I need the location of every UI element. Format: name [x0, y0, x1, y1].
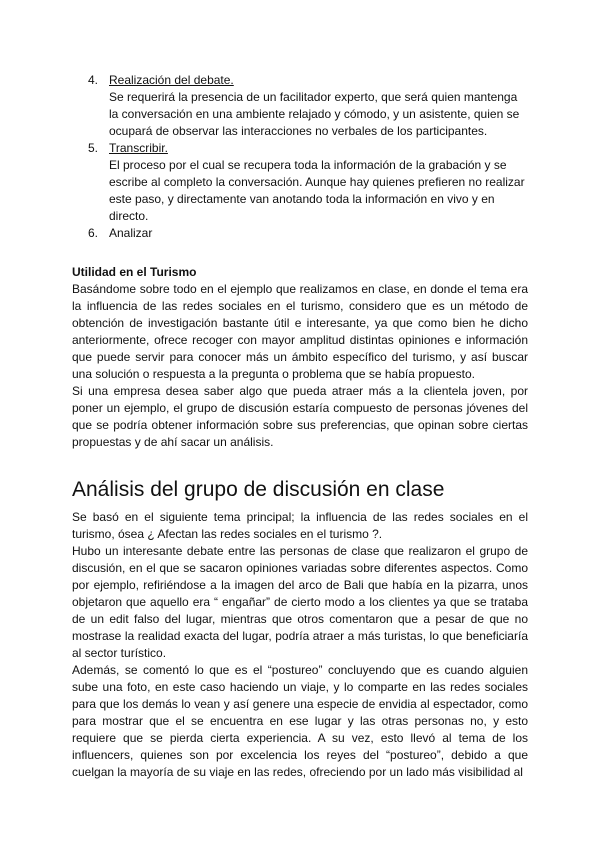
- method-steps-list: [88, 72, 528, 242]
- list-item-title: Analizar: [109, 226, 153, 240]
- tourism-paragraph: Basándome sobre todo en el ejemplo que realizamos en clase, en donde el tema era la influencia de las redes sociales en el turismo, considero que es un método de obtención de investigación bastante útil e interesante, ya que como bien he dicho anteriormente, ofrece recoger con mayor amplitud distintas opiniones e información que puede servir para conocer más un ámbito específico del turismo, y así buscar una solución o respuesta a la pregunta o problema que se había propuesto.: [72, 282, 528, 381]
- list-item-title-text: Transcribir.: [109, 141, 168, 155]
- list-item: [88, 140, 528, 225]
- list-item-title: [109, 72, 528, 89]
- list-item-number: 6.: [88, 226, 99, 240]
- analysis-paragraph: Hubo un interesante debate entre las personas de clase que realizaron el grupo de discusión, en el que se sacaron opiniones variadas sobre diferentes aspectos. Como por ejemplo, refiriéndose a la imagen del arco de Bali que había en la pizarra, unos objetaron que aquello era “ engañar” de cierto modo a los clientes ya que se trataba de un edit falso del lugar, mientras que otros comentaron que a pesar de que no mostrase la realidad exacta del lugar, podría atraer a más turistas, lo que beneficiaría al sector turístico.: [72, 544, 528, 660]
- list-item-number: 4.: [88, 73, 99, 87]
- analysis-heading: Análisis del grupo de discusión en clase: [72, 478, 445, 501]
- list-item-body: El proceso por el cual se recupera toda la información de la grabación y se escribe al completo la conversación. Aunque hay quienes prefieren no realizar este paso, y directamente van anotando toda la información en vivo y en directo.: [109, 158, 525, 223]
- list-item: [88, 72, 528, 140]
- tourism-paragraph: Si una empresa desea saber algo que pueda atraer más a la clientela joven, por poner un ejemplo, el grupo de discusión estaría compuesto de personas jóvenes del que se podría obtener información sobre sus preferencias, que opinan sobre ciertas propuestas y de ahí sacar un análisis.: [72, 384, 528, 449]
- list-item-title-text: Realización del debate.: [109, 73, 234, 87]
- tourism-heading: Utilidad en el Turismo: [72, 265, 197, 279]
- list-item-body: Se requerirá la presencia de un facilitador experto, que será quien mantenga la conversación en una ambiente relajado y cómodo, y un asistente, quien se ocupará de observar las interacciones no verbales de los participantes.: [109, 90, 520, 138]
- tourism-section: [72, 264, 528, 451]
- list-item: [88, 225, 528, 242]
- analysis-section: [72, 509, 528, 781]
- list-item-number: 5.: [88, 141, 99, 155]
- analysis-paragraph: Se basó en el siguiente tema principal; la influencia de las redes sociales en el turismo, ósea ¿ Afectan las redes sociales en el turismo ?.: [72, 510, 528, 541]
- list-item-title: [109, 140, 528, 157]
- analysis-paragraph: Además, se comentó lo que es el “postureo” concluyendo que es cuando alguien sube una foto, en este caso haciendo un viaje, y lo comparte en las redes sociales para que los demás lo vean y así genere una especie de envidia al espectador, como para mostrar que el se encuentra en ese lugar y las otras personas no, y esto requiere que se pierda cierta experiencia. A su vez, esto llevó al tema de los influencers, quienes son por excelencia los reyes del “postureo”, debido a que cuelgan la mayoría de su viaje en las redes, ofreciendo por un lado más visibilidad al: [72, 663, 528, 779]
